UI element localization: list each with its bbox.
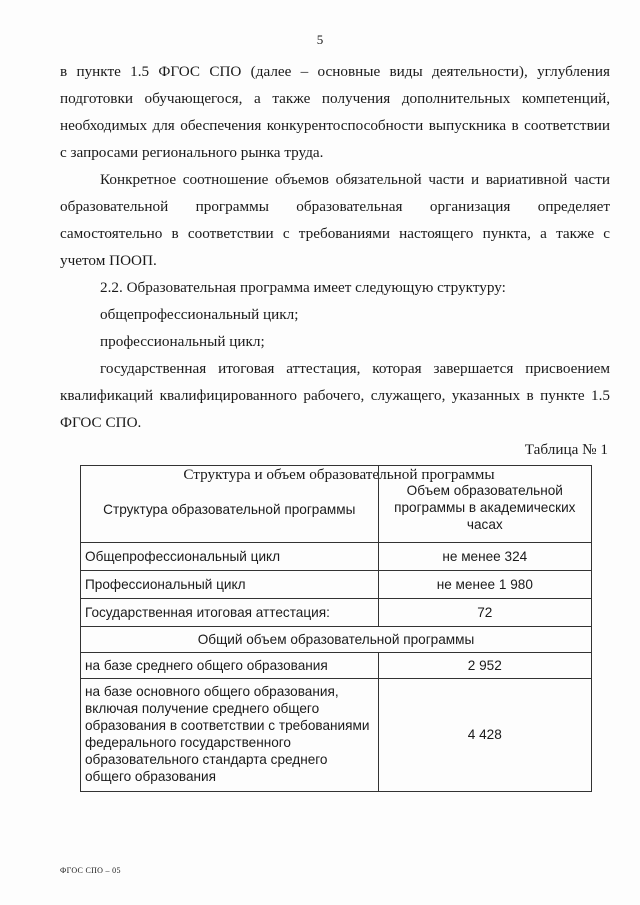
table-header-structure: Структура образовательной программы: [81, 466, 379, 543]
body-text: [60, 58, 610, 488]
list-item-state-attestation: государственная итоговая аттестация, которая завершается присвоением квалификаций квалифицированного рабочего, служащего, указанных в пункте 1.5 ФГОС СПО.: [60, 360, 610, 431]
page-number: 5: [316, 32, 324, 47]
table-cell-total-heading: Общий объем образовательной программы: [81, 627, 592, 653]
paragraph-structure-intro: 2.2. Образовательная программа имеет следующую структуру:: [100, 279, 506, 296]
table-cell-value: не менее 324: [378, 543, 591, 571]
list-item-general-cycle: общепрофессиональный цикл;: [100, 306, 299, 323]
table-merged-row: [81, 627, 592, 653]
table-row: [81, 543, 592, 571]
table-row: [81, 653, 592, 679]
table-header-row: [81, 466, 592, 543]
table-row: [81, 571, 592, 599]
table-cell-value: 4 428: [378, 679, 591, 792]
paragraph-2: Конкретное соотношение объемов обязательной части и вариативной части образовательной программы образовательная организация определяет самостоятельно в соответствии с требованиями настоящего пункта, а также с учетом ПООП.: [60, 171, 610, 269]
table-cell-name: Общепрофессиональный цикл: [81, 543, 379, 571]
table-header-volume: Объем образовательной программы в академических часах: [378, 466, 591, 543]
table-cell-value: не менее 1 980: [378, 571, 591, 599]
table-title: Структура и объем образовательной программы: [183, 466, 495, 483]
table-cell-value: 2 952: [378, 653, 591, 679]
paragraph-1: в пункте 1.5 ФГОС СПО (далее – основные виды деятельности), углубления подготовки обучающегося, а также получения дополнительных компетенций, необходимых для обеспечения конкурентоспособности выпускника в соответствии с запросами регионального рынка труда.: [60, 63, 610, 161]
table-cell-name: Государственная итоговая аттестация:: [81, 599, 379, 627]
table-label: Таблица № 1: [524, 441, 608, 458]
table-cell-name: Профессиональный цикл: [81, 571, 379, 599]
table-row: [81, 679, 592, 792]
table-row: [81, 599, 592, 627]
table-cell-value: 72: [378, 599, 591, 627]
footer-doc-id: ФГОС СПО – 05: [60, 866, 121, 875]
table-cell-name: на базе среднего общего образования: [81, 653, 379, 679]
list-item-professional-cycle: профессиональный цикл;: [100, 333, 265, 350]
structure-table: [80, 465, 592, 792]
table-cell-name: на базе основного общего образования, включая получение среднего общего образования в соответствии с требованиями федерального государственного образовательного стандарта среднего общего образования: [81, 679, 379, 792]
